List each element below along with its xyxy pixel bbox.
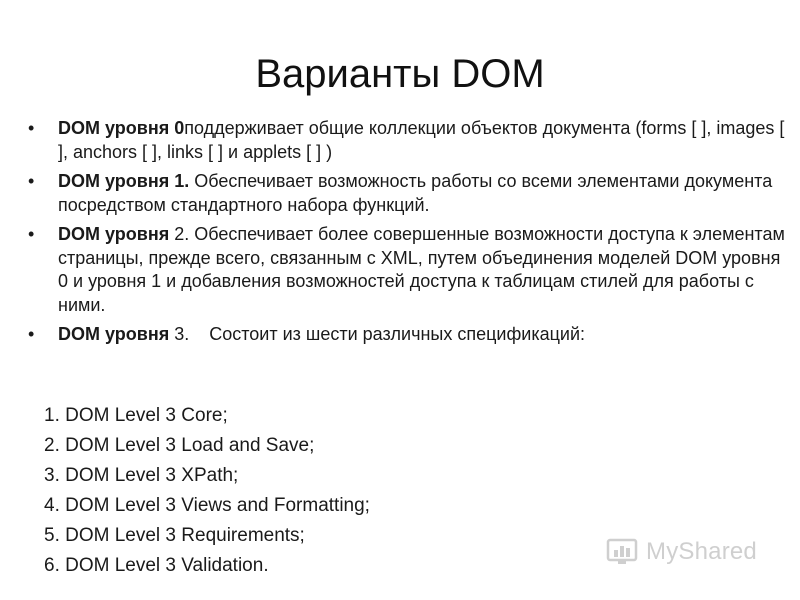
bullet-dot: • xyxy=(28,224,35,244)
bullet-item xyxy=(28,223,788,317)
bullet-text: Обеспечивает возможность работы со всеми элементами документа посредством стандартного набора функций. xyxy=(58,171,773,215)
bullet-item xyxy=(28,323,788,347)
bullet-text: 3. Состоит из шести различных спецификаций: xyxy=(169,324,586,344)
bullet-dot: • xyxy=(28,118,35,138)
spec-item: 6. DOM Level 3 Validation. xyxy=(44,555,269,576)
spec-item: 1. DOM Level 3 Core; xyxy=(44,405,228,426)
bullet-text: 2. Обеспечивает более совершенные возможности доступа к элементам страницы, прежде всего, связанным с XML, путем объединения моделей DOM уровня 0 и уровня 1 и добавления возможностей доступа к таблицам стилей для работы с ними. xyxy=(58,224,785,315)
slide-title: Варианты DOM xyxy=(255,52,545,96)
spec-item: 2. DOM Level 3 Load and Save; xyxy=(44,435,315,456)
watermark-text: MyShared xyxy=(646,538,757,565)
bullet-heading: DOM уровня 1. xyxy=(58,171,190,191)
spec-item: 3. DOM Level 3 XPath; xyxy=(44,465,239,486)
bullet-heading: DOM уровня xyxy=(58,324,170,344)
watermark-logo xyxy=(606,535,776,569)
bullet-heading: DOM уровня xyxy=(58,224,170,244)
spec-item: 4. DOM Level 3 Views and Formatting; xyxy=(44,495,370,516)
bullet-heading: DOM уровня 0 xyxy=(58,118,185,138)
bullet-dot: • xyxy=(28,324,35,344)
bullet-text: поддерживает общие коллекции объектов документа (forms [ ], images [ ], anchors [ ], links [ ] и applets [ ] ) xyxy=(58,118,785,162)
bullet-item xyxy=(28,170,788,217)
bullet-item xyxy=(28,117,788,164)
chart-monitor-icon xyxy=(606,537,640,567)
bullet-list xyxy=(28,117,788,353)
spec-list xyxy=(44,401,370,581)
spec-item: 5. DOM Level 3 Requirements; xyxy=(44,525,305,546)
bullet-dot: • xyxy=(28,171,35,191)
